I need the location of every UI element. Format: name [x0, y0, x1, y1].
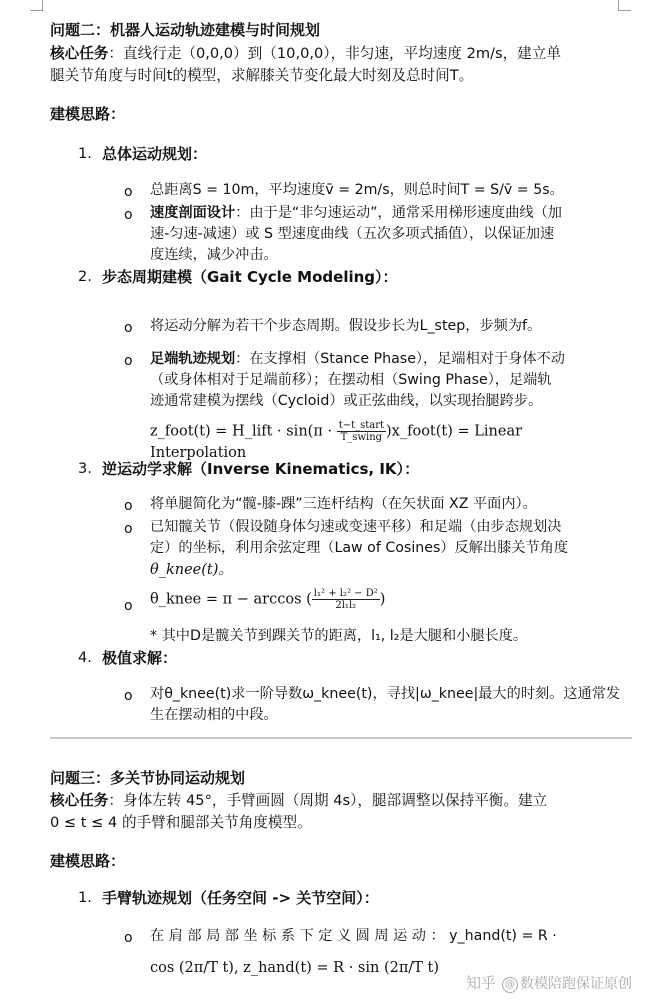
item-title-colon: ：	[382, 268, 398, 286]
circle-bullet-icon: o	[124, 521, 133, 537]
foot-trajectory-formula	[150, 420, 620, 464]
formula-fraction	[337, 420, 386, 443]
circle-bullet-icon: o	[124, 207, 133, 223]
approach-colon: ：	[110, 852, 126, 870]
formula-fraction	[312, 588, 380, 611]
core-task-text-1: ：直线行走（0,0,0）到（10,0,0），非匀速，平均速度 2m/s，建立单	[108, 45, 561, 62]
item-number: 3.	[78, 460, 92, 477]
crop-mark-top-right	[618, 0, 631, 11]
core-task-text-1: ：身体左转 45°，手臂画圆（周期 4s），腿部调整以保持平衡。建立	[108, 792, 548, 809]
item-title	[102, 648, 177, 668]
section-2-title: 问题二：机器人运动轨迹建模与时间规划	[50, 21, 321, 39]
section-3-core-task	[50, 791, 635, 811]
item-title-colon: ：	[363, 889, 379, 907]
bullet-line: 对θ_knee(t)求一阶导数ω_knee(t)，寻找|ω_knee|最大的时刻。这通常发	[150, 686, 621, 702]
fraction-numerator: l₁² + l₂² − D²	[313, 588, 378, 599]
core-task-label: 核心任务	[50, 45, 109, 62]
item-number: 2.	[78, 268, 92, 285]
section-3-title: 问题三：多关节协同运动规划	[50, 769, 246, 787]
bullet-line: 度连续，减少冲击。	[150, 247, 278, 263]
watermark-handle: 数模陪跑保证原创	[520, 976, 632, 992]
bullet-line: θ_knee(t)。	[150, 562, 233, 578]
at-sign-icon: @	[502, 977, 518, 993]
bullet-text	[150, 349, 635, 370]
item-title	[102, 459, 419, 479]
knee-angle-formula	[150, 588, 635, 611]
bullet-label: 足端轨迹规划	[150, 351, 236, 367]
core-task-text-2: 0 ≤ t ≤ 4 的手臂和腿部关节角度模型。	[50, 814, 312, 831]
approach-label: 建模思路	[50, 105, 111, 123]
watermark	[466, 972, 632, 993]
item-title	[102, 144, 207, 164]
circle-bullet-icon: o	[124, 930, 133, 946]
section-divider	[50, 737, 632, 739]
item-title	[102, 888, 379, 908]
fraction-denominator: 2l₁l₂	[335, 600, 357, 611]
circle-bullet-icon: o	[124, 598, 133, 614]
fraction-denominator: T_swing	[340, 432, 383, 443]
item-title-text: 逆运动学求解（Inverse Kinematics, IK）	[102, 460, 405, 478]
approach-label: 建模思路	[50, 852, 111, 870]
formula-right: )x_foot(t) = Linear Interpolation	[150, 423, 523, 461]
bullet-line: 迹通常建模为摆线（Cycloid）或正弦曲线，以实现抬腿跨步。	[150, 393, 543, 409]
formula-right: )	[379, 591, 386, 608]
circle-bullet-icon: o	[124, 688, 133, 704]
item-title-colon: ：	[404, 460, 420, 478]
bullet-line: 速-匀速-减速）或 S 型速度曲线（五次多项式插值），以保证加速	[150, 226, 555, 242]
item-title-text: 总体运动规划	[102, 145, 193, 163]
fraction-numerator: t−t_start	[338, 420, 385, 431]
item-number: 4.	[78, 649, 92, 666]
item-number: 1.	[78, 889, 92, 906]
item-number: 1.	[78, 145, 92, 162]
bullet-line: ：在支撑相（Stance Phase），足端相对于身体不动	[235, 351, 565, 367]
bullet-line: 定）的坐标，利用余弦定理（Law of Cosines）反解出膝关节角度	[150, 540, 569, 556]
bullet-text	[150, 203, 635, 224]
crop-mark-top-left	[30, 0, 43, 11]
circle-bullet-icon: o	[124, 184, 133, 200]
core-task-label: 核心任务	[50, 792, 109, 809]
section-3-approach	[50, 851, 125, 871]
formula-left: θ_knee = π − arccos (	[150, 591, 312, 608]
bullet-text: 将运动分解为若干个步态周期。假设步长为L_step，步频为f。	[150, 318, 542, 334]
item-title-text: 手臂轨迹规划（任务空间 -> 关节空间）	[102, 889, 364, 907]
bullet-line: 已知髋关节（假设随身体匀速或变速平移）和足端（由步态规划决	[150, 519, 562, 535]
bullet-text: 将单腿简化为“髋-膝-踝”三连杆结构（在矢状面 XZ 平面内）。	[150, 496, 537, 512]
formula-left: z_foot(t) = H_lift · sin(π ·	[150, 423, 337, 440]
section-2-core-task	[50, 44, 635, 64]
item-title-text: 步态周期建模（Gait Cycle Modeling）	[102, 268, 383, 286]
circle-bullet-icon: o	[124, 353, 133, 369]
bullet-line: 生在摆动相的中段。	[150, 707, 278, 723]
core-task-text-2: 腿关节角度与时间t的模型，求解膝关节变化最大时刻及总时间T。	[50, 67, 474, 84]
bullet-text: 总距离S = 10m，平均速度v̄ = 2m/s，则总时间T = S/v̄ = 5s。	[150, 182, 564, 198]
bullet-line: cos (2π/T t), z_hand(t) = R · sin (2π/T t)	[150, 960, 440, 976]
bullet-line: 在 肩 部 局 部 坐 标 系 下 定 义 圆 周 运 动 ： y_hand(t) = R ·	[150, 928, 557, 944]
watermark-brand: 知乎	[465, 974, 496, 992]
section-2-approach	[50, 104, 125, 124]
formula-note: * 其中D是髋关节到踝关节的距离，l₁, l₂是大腿和小腿长度。	[150, 628, 528, 644]
approach-colon: ：	[110, 105, 126, 123]
item-title-text: 极值求解	[102, 649, 163, 667]
item-title	[102, 267, 398, 287]
item-title-colon: ：	[162, 649, 178, 667]
bullet-line: ：由于是“非匀速运动”，通常采用梯形速度曲线（加	[235, 205, 562, 221]
circle-bullet-icon: o	[124, 320, 133, 336]
item-title-colon: ：	[192, 145, 208, 163]
bullet-line: （或身体相对于足端前移）；在摆动相（Swing Phase），足端轨	[150, 372, 552, 388]
circle-bullet-icon: o	[124, 498, 133, 514]
bullet-label: 速度剖面设计	[150, 205, 236, 221]
